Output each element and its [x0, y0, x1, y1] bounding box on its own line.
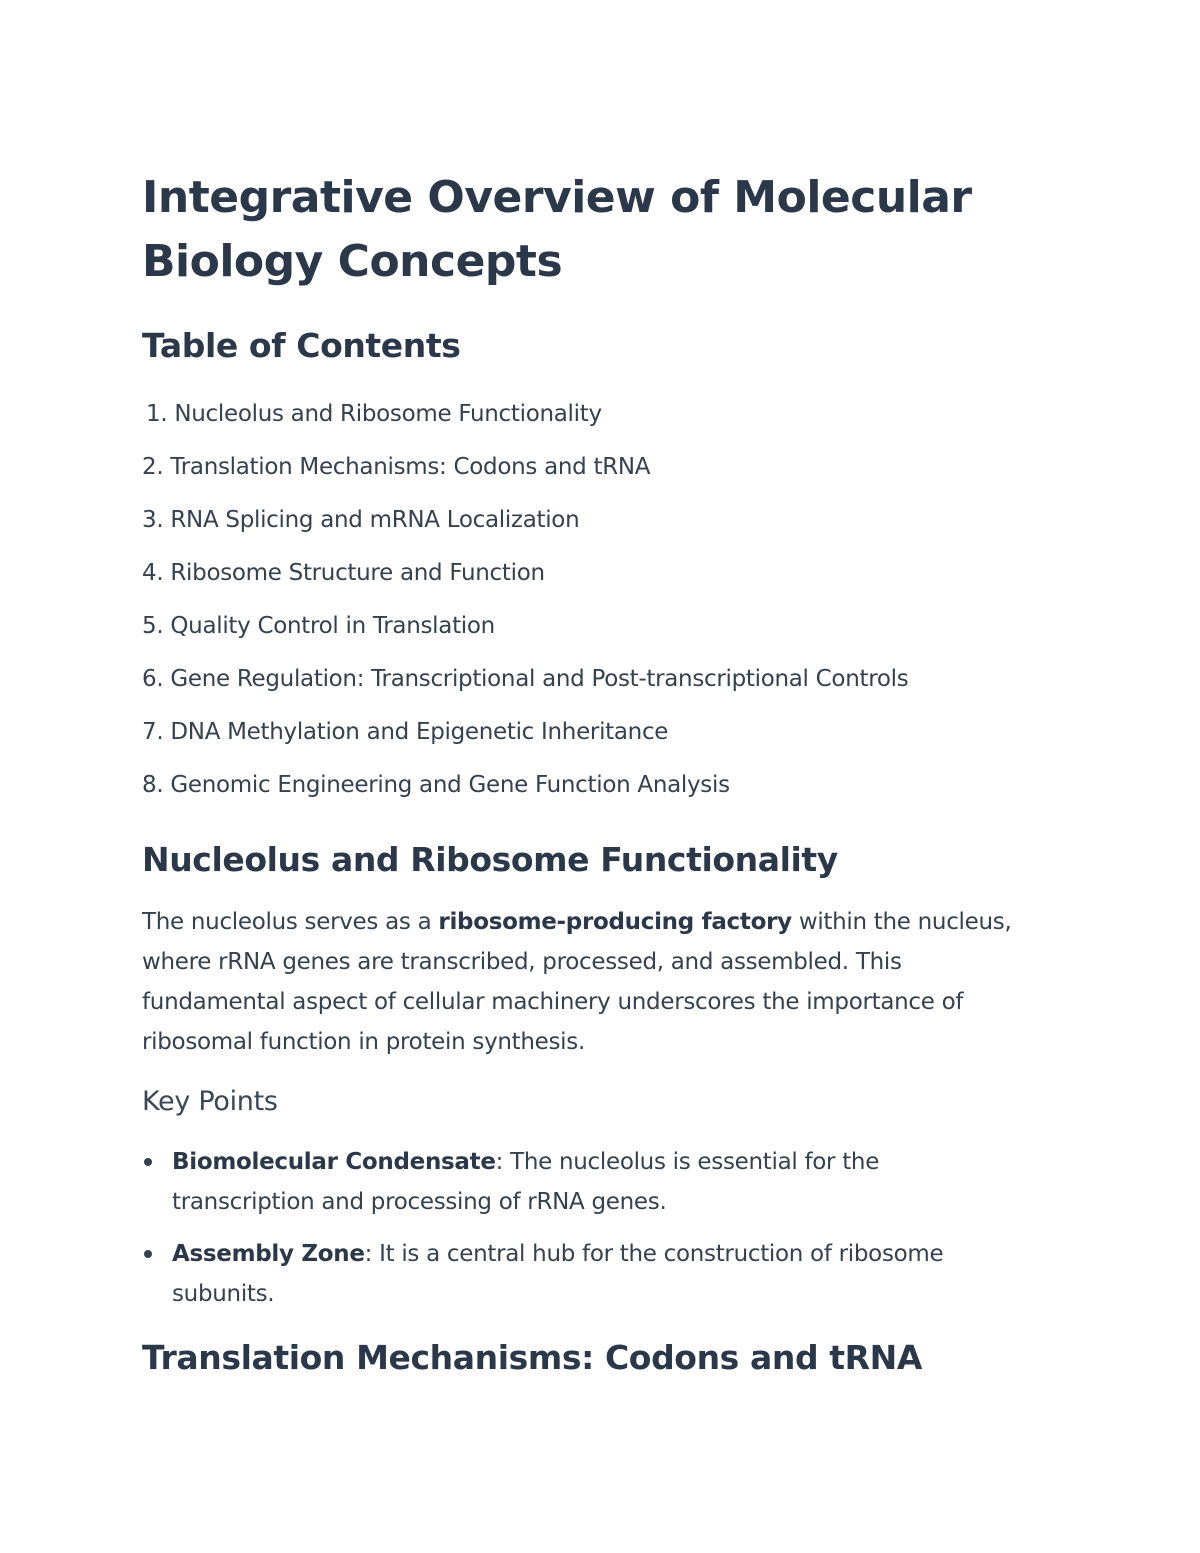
toc-item-label: Quality Control in Translation [170, 613, 495, 639]
key-point-text: : The nucleolus is essential for the transcription and processing of rRNA genes. [172, 1149, 880, 1215]
toc-item-label: Translation Mechanisms: Codons and tRNA [170, 454, 651, 480]
section-heading-nucleolus: Nucleolus and Ribosome Functionality [142, 840, 838, 879]
toc-item-number: 7. [142, 719, 164, 745]
document-title [142, 166, 1042, 294]
toc-item[interactable] [142, 706, 1042, 759]
key-points-list [142, 1142, 1042, 1314]
toc-item[interactable] [142, 494, 1042, 547]
key-point-term: Assembly Zone [172, 1241, 365, 1267]
toc-item-label: DNA Methylation and Epigenetic Inheritance [170, 719, 669, 745]
key-points-heading: Key Points [142, 1086, 278, 1117]
toc-item[interactable] [142, 653, 1042, 706]
section-paragraph [142, 902, 1022, 1062]
list-item [142, 1142, 1022, 1222]
paragraph-emphasis: ribosome-producing factory [438, 909, 792, 935]
bullet-icon [144, 1158, 152, 1166]
toc-item-label: Gene Regulation: Transcriptional and Post-transcriptional Controls [170, 666, 909, 692]
toc-item-label: Nucleolus and Ribosome Functionality [174, 401, 602, 427]
toc-item-number: 4. [142, 560, 164, 586]
section-heading-translation: Translation Mechanisms: Codons and tRNA [142, 1338, 923, 1377]
toc-item-number: 8. [142, 772, 164, 798]
toc-item-label: Genomic Engineering and Gene Function Analysis [170, 772, 730, 798]
toc-item-number: 1. [146, 401, 168, 427]
key-point-text: : It is a central hub for the construction of ribosome subunits. [172, 1241, 944, 1307]
key-point-term: Biomolecular Condensate [172, 1149, 496, 1175]
toc-item-number: 5. [142, 613, 164, 639]
toc-item[interactable] [142, 600, 1042, 653]
toc-item[interactable] [142, 441, 1042, 494]
toc-heading: Table of Contents [142, 326, 461, 365]
toc-item-number: 2. [142, 454, 164, 480]
document-page [142, 166, 1042, 1380]
bullet-icon [144, 1250, 152, 1258]
document-title-line-1: Integrative Overview of Molecular [142, 172, 972, 223]
toc-item[interactable] [142, 759, 1042, 812]
table-of-contents [142, 388, 1042, 812]
list-item [142, 1234, 1022, 1314]
paragraph-text: within the nucleus, where rRNA genes are transcribed, processed, and assembled. This fundamental aspect of cellular machinery underscores the importance of ribosomal function in protein synthesis. [142, 909, 1012, 1055]
toc-item[interactable] [142, 388, 1042, 441]
toc-item[interactable] [142, 547, 1042, 600]
toc-item-number: 3. [142, 507, 164, 533]
document-title-line-2: Biology Concepts [142, 236, 563, 287]
toc-item-number: 6. [142, 666, 164, 692]
paragraph-text: The nucleolus serves as a [142, 909, 439, 935]
toc-item-label: RNA Splicing and mRNA Localization [170, 507, 580, 533]
toc-item-label: Ribosome Structure and Function [170, 560, 545, 586]
